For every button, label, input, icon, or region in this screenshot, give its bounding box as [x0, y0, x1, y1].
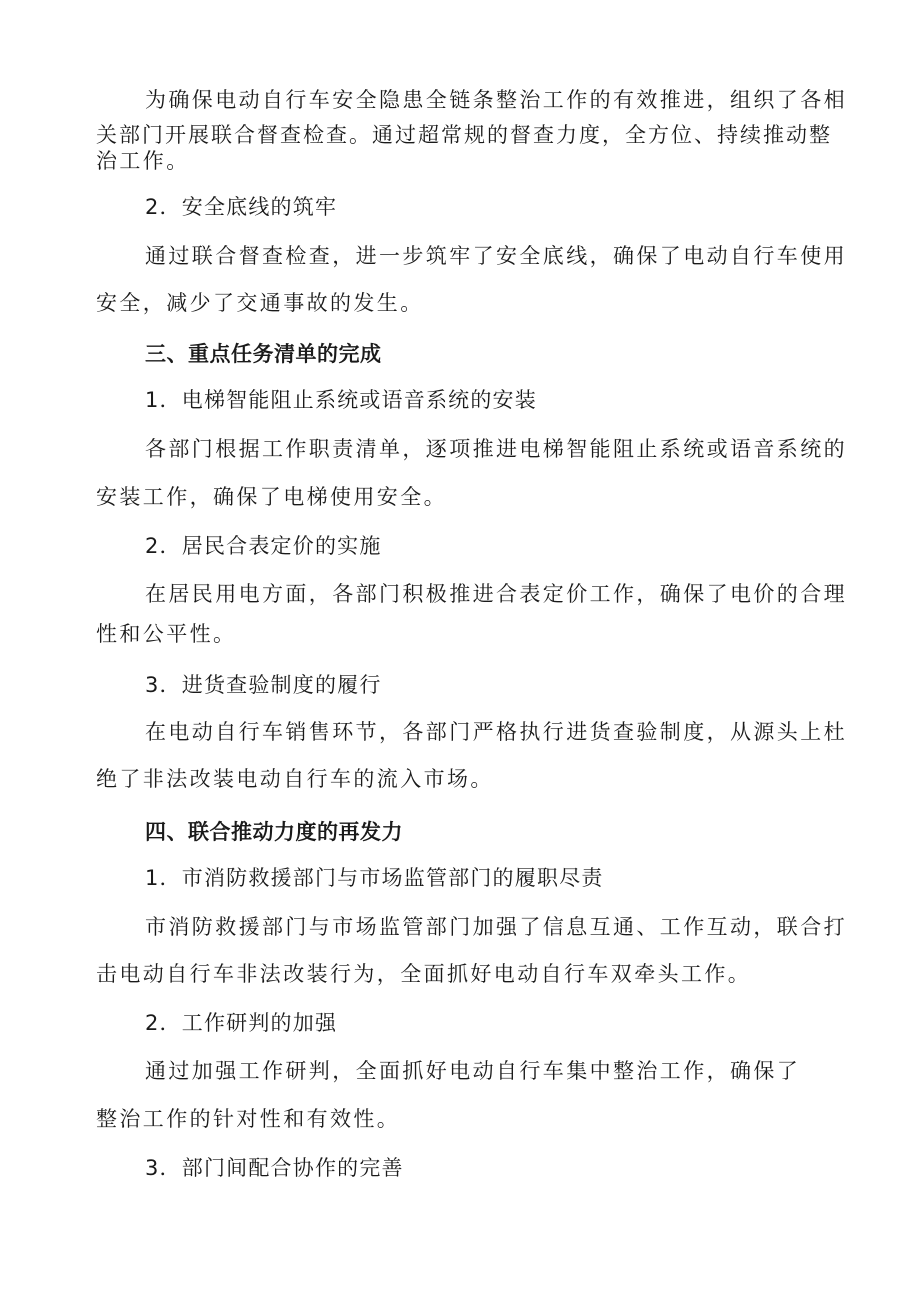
- paragraph-line: 绝了非法改装电动自行车的流入市场。: [96, 767, 494, 791]
- paragraph-line: 为确保电动自行车安全隐患全链条整治工作的有效推进，组织了各相: [145, 88, 847, 112]
- paragraph-line: 治工作。: [96, 149, 190, 173]
- section-heading: 三、重点任务清单的完成: [145, 342, 382, 366]
- subheading: 3．进货查验制度的履行: [145, 673, 382, 697]
- paragraph-line: 性和公平性。: [96, 622, 237, 646]
- subheading: 3．部门间配合协作的完善: [145, 1156, 404, 1180]
- paragraph-line: 安装工作，确保了电梯使用安全。: [96, 485, 447, 509]
- paragraph-line: 各部门根据工作职责清单，逐项推进电梯智能阻止系统或语音系统的: [145, 437, 847, 461]
- paragraph-line: 在居民用电方面，各部门积极推进合表定价工作，确保了电价的合理: [145, 582, 847, 606]
- subheading: 1．电梯智能阻止系统或语音系统的安装: [145, 388, 537, 412]
- paragraph-line: 通过联合督查检查，进一步筑牢了安全底线，确保了电动自行车使用: [145, 244, 847, 268]
- paragraph-line: 在电动自行车销售环节，各部门严格执行进货查验制度，从源头上杜: [145, 720, 847, 744]
- subheading: 1．市消防救援部门与市场监管部门的履职尽责: [145, 866, 604, 890]
- paragraph-line: 击电动自行车非法改装行为，全面抓好电动自行车双牵头工作。: [96, 962, 752, 986]
- subheading: 2．居民合表定价的实施: [145, 534, 382, 558]
- subheading: 2．安全底线的筑牢: [145, 195, 338, 219]
- paragraph-line: 市消防救援部门与市场监管部门加强了信息互通、工作互动，联合打: [145, 915, 847, 939]
- paragraph-line: 整治工作的针对性和有效性。: [96, 1107, 401, 1131]
- paragraph-line: 安全，减少了交通事故的发生。: [96, 291, 424, 315]
- paragraph-line: 关部门开展联合督查检查。通过超常规的督查力度，全方位、持续推动整: [96, 123, 830, 147]
- section-heading: 四、联合推动力度的再发力: [145, 820, 403, 844]
- paragraph-line: 通过加强工作研判，全面抓好电动自行车集中整治工作，确保了: [145, 1059, 801, 1083]
- subheading: 2．工作研判的加强: [145, 1011, 338, 1035]
